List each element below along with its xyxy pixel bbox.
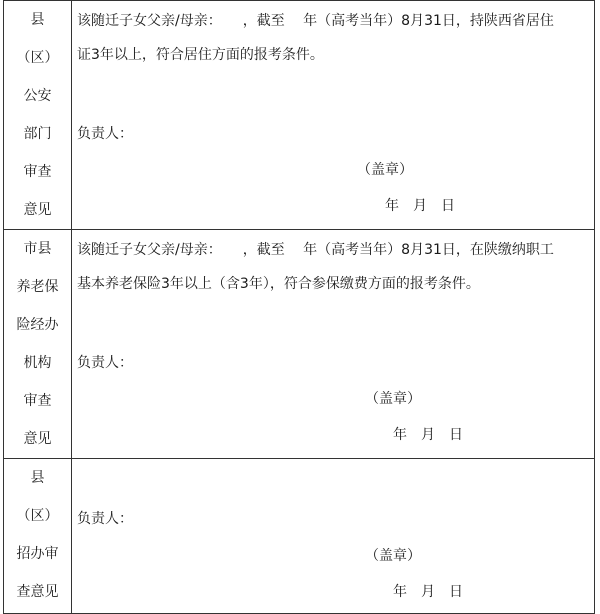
row-label-line: 机构 <box>23 355 52 371</box>
statement-line: 该随迁子女父亲/母亲： ，截至 年（高考当年）8月31日，持陕西省居住 <box>77 13 554 29</box>
admissions-review-label-cell <box>4 459 72 614</box>
date-label: 年 月 日 <box>385 198 455 214</box>
statement-line: 证3年以上，符合居住方面的报考条件。 <box>77 47 324 63</box>
row-label-line: 查意见 <box>16 584 59 600</box>
row-label-line: 养老保 <box>16 279 59 295</box>
row-label-line: 市县 <box>23 241 52 257</box>
seal-label: （盖章） <box>357 162 413 178</box>
row-label-line: 意见 <box>23 202 52 218</box>
pension-review-row <box>4 230 595 459</box>
date-label: 年 月 日 <box>393 584 463 600</box>
row-label-line: 审查 <box>23 393 52 409</box>
police-review-row <box>4 1 595 230</box>
row-label-line: 部门 <box>23 126 52 142</box>
row-label-line: 意见 <box>23 431 52 447</box>
seal-label: （盖章） <box>365 548 421 564</box>
review-opinion-form <box>3 0 595 614</box>
row-label-line: 招办审 <box>16 546 59 562</box>
statement-line: 该随迁子女父亲/母亲： ，截至 年（高考当年）8月31日，在陕缴纳职工 <box>77 242 554 258</box>
responsible-person-label: 负责人： <box>77 511 133 527</box>
row-label-line: 审查 <box>23 164 52 180</box>
police-review-label-cell <box>4 1 72 230</box>
pension-review-content-cell <box>72 230 595 459</box>
date-label: 年 月 日 <box>393 427 463 443</box>
seal-label: （盖章） <box>365 391 421 407</box>
row-label-line: 县 <box>30 470 45 486</box>
admissions-review-row <box>4 459 595 614</box>
responsible-person-label: 负责人： <box>77 355 133 371</box>
row-label-line: （区） <box>16 50 59 66</box>
statement-line: 基本养老保险3年以上（含3年），符合参保缴费方面的报考条件。 <box>77 276 480 292</box>
responsible-person-label: 负责人： <box>77 126 133 142</box>
row-label-line: 险经办 <box>16 317 59 333</box>
police-review-content-cell <box>72 1 595 230</box>
row-label-line: 县 <box>30 12 45 28</box>
row-label-line: 公安 <box>23 88 52 104</box>
row-label-line: （区） <box>16 508 59 524</box>
admissions-review-content-cell <box>72 459 595 614</box>
pension-review-label-cell <box>4 230 72 459</box>
